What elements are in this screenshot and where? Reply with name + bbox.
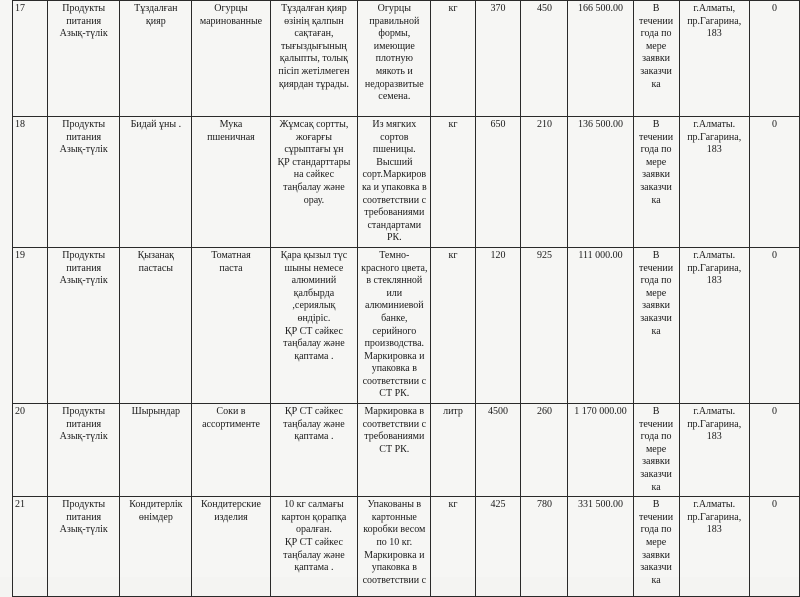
sum-cell-text: 331 500.00	[578, 499, 624, 511]
quantity-cell-text: 370	[490, 3, 506, 14]
name-ru-cell-text: Кондитерские изделия	[201, 499, 261, 523]
spec-kz-cell-text: Тұздалған қияр өзінің қалпын сақтаған, тығыздығының қалыпты, толық пісіп жетілмеген қиярдан тұрады.	[278, 3, 350, 90]
sum-cell-text: 1 170 000.00	[574, 406, 627, 418]
name-kz-cell	[120, 497, 192, 597]
sum-cell	[568, 1, 633, 117]
unit-cell-text: кг	[448, 499, 458, 511]
sum-cell	[568, 404, 633, 497]
unit-cell-text: кг	[448, 119, 458, 130]
delivery-address-cell	[679, 1, 749, 117]
category-cell	[48, 117, 120, 248]
price-cell	[521, 497, 568, 597]
table-row	[13, 247, 800, 403]
name-kz-cell	[120, 247, 192, 403]
unit-cell	[431, 497, 475, 597]
row-number-text: 21	[15, 499, 25, 511]
delivery-term-cell-text: В течении года по мере заявки заказчи ка	[639, 3, 674, 90]
procurement-table	[12, 0, 800, 597]
row-number-text: 17	[15, 3, 25, 14]
delivery-address-cell-text: г.Алматы, пр.Гагарина, 183	[687, 3, 742, 40]
delivery-term-cell	[633, 497, 679, 597]
prepayment-cell	[749, 117, 799, 248]
spec-ru-cell	[358, 497, 431, 597]
spec-ru-cell-text: Маркировка в соответствии с требованиями СТ РК.	[362, 406, 427, 455]
price-cell	[521, 117, 568, 248]
spec-ru-cell-text: Темно- красного цвета, в стеклянной или алюминиевой банке, серийного производства. Маркировка и упаковка в соответствии с СТ РК.	[361, 249, 428, 400]
unit-cell-text: кг	[448, 249, 458, 261]
prepayment-cell	[749, 497, 799, 597]
unit-cell	[431, 404, 475, 497]
spec-ru-cell	[358, 1, 431, 117]
delivery-address-cell	[679, 247, 749, 403]
name-kz-cell-text: Шырындар	[131, 406, 181, 418]
name-ru-cell-text: Томатная паста	[211, 249, 251, 274]
unit-cell	[431, 1, 475, 117]
prepayment-cell-text: 0	[771, 249, 777, 261]
spec-ru-cell	[358, 117, 431, 248]
quantity-cell-text: 4500	[488, 406, 509, 418]
price-cell	[521, 247, 568, 403]
name-kz-cell	[120, 404, 192, 497]
sum-cell-text: 166 500.00	[578, 3, 624, 14]
spec-ru-cell-text: Упакованы в картонные коробки весом по 10 кг. Маркировка и упаковка в соответствии с	[362, 499, 427, 586]
spec-kz-cell	[270, 497, 358, 597]
unit-cell	[431, 247, 475, 403]
category-cell-text: Продукты питания Азық-түлік	[59, 119, 108, 156]
spec-ru-cell-text: Из мягких сортов пшеницы. Высший сорт.Маркиров ка и упаковка в соответствии с требованиями стандартами РК.	[361, 119, 427, 244]
quantity-cell	[475, 404, 521, 497]
category-cell-text: Продукты питания Азық-түлік	[59, 406, 108, 443]
row-number	[13, 1, 48, 117]
row-number	[13, 497, 48, 597]
prepayment-cell	[749, 404, 799, 497]
row-number	[13, 404, 48, 497]
prepayment-cell-text: 0	[771, 3, 777, 14]
sum-cell	[568, 247, 633, 403]
name-ru-cell	[192, 404, 270, 497]
delivery-term-cell	[633, 117, 679, 248]
spec-kz-cell-text: 10 кг салмағы картон қорапқа оралған. ҚР СТ сәйкес таңбалау және қаптама .	[281, 499, 347, 574]
spec-kz-cell-text: Жұмсақ сортты, жоғарғы сұрыптағы ұн ҚР стандарттары на сәйкес таңбалау және орау.	[277, 119, 351, 206]
quantity-cell	[475, 117, 521, 248]
price-cell	[521, 1, 568, 117]
name-ru-cell-text: Огурцы маринованные	[199, 3, 263, 27]
spec-kz-cell-text: Қара қызыл түс шыны немесе алюминий қалбырда ,сериялық өндіріс. ҚР СТ сәйкес таңбалау және қаптама .	[280, 249, 348, 362]
prepayment-cell-text: 0	[771, 119, 777, 130]
sum-cell	[568, 497, 633, 597]
prepayment-cell-text: 0	[771, 499, 777, 511]
price-cell-text: 780	[536, 499, 552, 511]
category-cell	[48, 1, 120, 117]
name-ru-cell	[192, 117, 270, 248]
name-kz-cell-text: Тұздалған қияр	[134, 3, 178, 27]
category-cell-text: Продукты питания Азық-түлік	[59, 249, 108, 287]
prepayment-cell	[749, 247, 799, 403]
delivery-term-cell-text: В течении года по мере заявки заказчи ка	[639, 249, 674, 337]
quantity-cell-text: 120	[490, 249, 506, 261]
prepayment-cell	[749, 1, 799, 117]
row-number	[13, 117, 48, 248]
delivery-term-cell	[633, 247, 679, 403]
row-number	[13, 247, 48, 403]
spec-ru-cell	[358, 247, 431, 403]
row-number-text: 18	[15, 119, 25, 130]
category-cell-text: Продукты питания Азық-түлік	[59, 499, 108, 536]
unit-cell-text: кг	[448, 3, 458, 14]
spec-kz-cell-text: ҚР СТ сәйкес таңбалау және қаптама .	[283, 406, 345, 443]
prepayment-cell-text: 0	[771, 406, 777, 418]
name-ru-cell-text: Мука пшеничная	[207, 119, 255, 143]
sum-cell-text: 111 000.00	[578, 249, 623, 261]
delivery-address-cell-text: г.Алматы. пр.Гагарина, 183	[687, 119, 742, 156]
table-row	[13, 404, 800, 497]
delivery-address-cell	[679, 117, 749, 248]
name-kz-cell-text: Қызанақ пастасы	[137, 249, 175, 274]
delivery-term-cell	[633, 1, 679, 117]
spec-ru-cell-text: Огурцы правильной формы, имеющие плотную мякоть и недоразвитые семена.	[364, 3, 424, 103]
quantity-cell	[475, 247, 521, 403]
category-cell	[48, 497, 120, 597]
name-ru-cell-text: Соки в ассортименте	[202, 406, 260, 430]
row-number-text: 20	[15, 406, 25, 418]
delivery-address-cell-text: г.Алматы. пр.Гагарина, 183	[687, 499, 742, 536]
delivery-address-cell-text: г.Алматы. пр.Гагарина, 183	[687, 406, 742, 443]
quantity-cell	[475, 1, 521, 117]
spec-kz-cell	[270, 404, 358, 497]
row-number-text: 19	[15, 249, 25, 261]
name-ru-cell	[192, 1, 270, 117]
quantity-cell-text: 650	[490, 119, 506, 130]
spec-ru-cell	[358, 404, 431, 497]
category-cell	[48, 247, 120, 403]
unit-cell	[431, 117, 475, 248]
sum-cell	[568, 117, 633, 248]
spec-kz-cell	[270, 247, 358, 403]
price-cell-text: 210	[536, 119, 552, 130]
delivery-address-cell	[679, 404, 749, 497]
table-row	[13, 497, 800, 597]
name-kz-cell	[120, 1, 192, 117]
category-cell-text: Продукты питания Азық-түлік	[59, 3, 108, 40]
table-row	[13, 117, 800, 248]
name-kz-cell	[120, 117, 192, 248]
unit-cell-text: литр	[443, 406, 463, 418]
delivery-term-cell-text: В течении года по мере заявки заказчи ка	[639, 406, 674, 493]
delivery-term-cell-text: В течении года по мере заявки заказчи ка	[639, 119, 674, 206]
name-ru-cell	[192, 247, 270, 403]
price-cell-text: 450	[536, 3, 552, 14]
price-cell-text: 925	[536, 249, 552, 261]
name-ru-cell	[192, 497, 270, 597]
name-kz-cell-text: Кондитерлік өнімдер	[129, 499, 183, 523]
price-cell-text: 260	[536, 406, 552, 418]
spec-kz-cell	[270, 1, 358, 117]
quantity-cell-text: 425	[490, 499, 506, 511]
sum-cell-text: 136 500.00	[578, 119, 624, 130]
name-kz-cell-text: Бидай ұны .	[130, 119, 182, 130]
spec-kz-cell	[270, 117, 358, 248]
delivery-address-cell	[679, 497, 749, 597]
delivery-address-cell-text: г.Алматы. пр.Гагарина, 183	[687, 249, 742, 287]
price-cell	[521, 404, 568, 497]
delivery-term-cell	[633, 404, 679, 497]
quantity-cell	[475, 497, 521, 597]
table-row	[13, 1, 800, 117]
category-cell	[48, 404, 120, 497]
delivery-term-cell-text: В течении года по мере заявки заказчи ка	[639, 499, 674, 586]
